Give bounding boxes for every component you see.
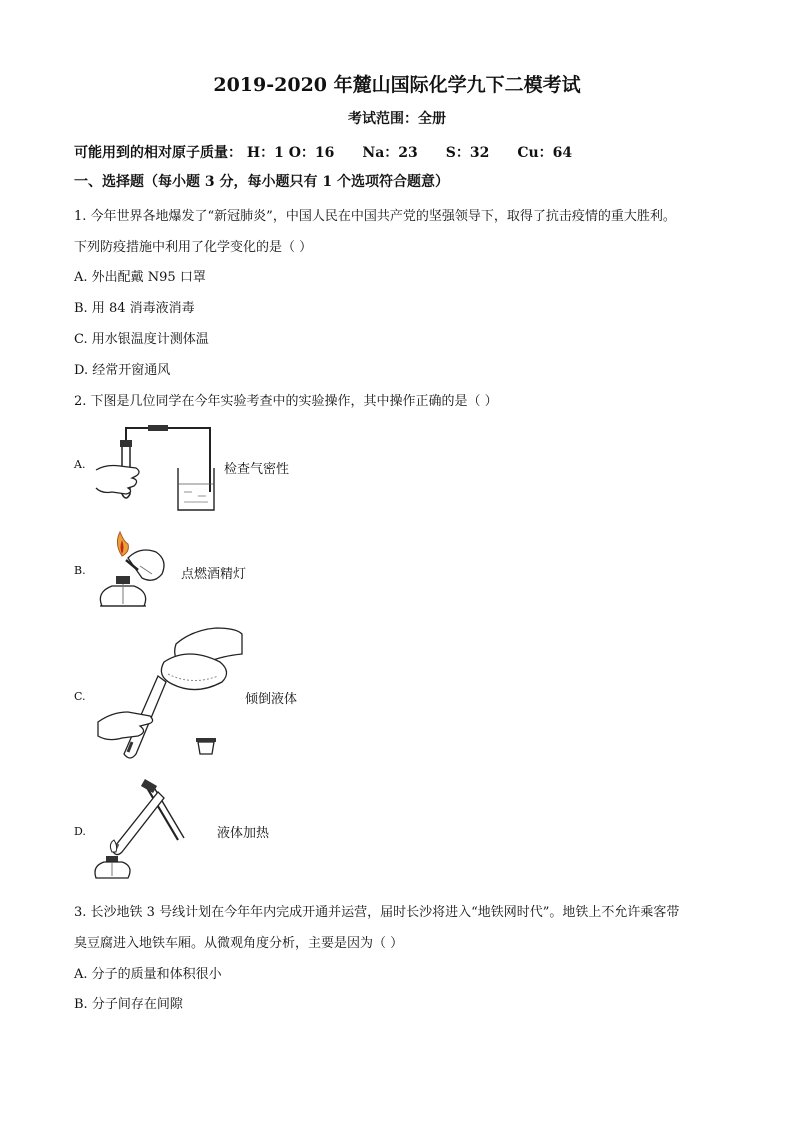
heating-liquid-illustration [92, 778, 192, 882]
section-heading: 一、选择题（每小题 3 分，每小题只有 1 个选项符合题意） [74, 174, 449, 190]
page-title: 2019-2020 年麓山国际化学九下二模考试 [213, 74, 581, 96]
q2-option-d-letter: D. [74, 825, 86, 838]
q2-option-b-label: 点燃酒精灯 [181, 567, 247, 582]
q2-stem: 2. 下图是几位同学在今年实验考查中的实验操作，其中操作正确的是（ ） [74, 394, 498, 409]
airtightness-check-illustration [92, 422, 222, 514]
q1-option-a: A. 外出配戴 N95 口罩 [74, 270, 206, 285]
q2-option-c-letter: C. [74, 690, 86, 703]
q3-option-a: A. 分子的质量和体积很小 [74, 967, 222, 982]
pouring-liquid-illustration [92, 624, 252, 764]
atomic-mass-line: 可能用到的相对原子质量： H：1 O：16 Na：23 S：32 Cu：64 [74, 145, 573, 161]
exam-range: 考试范围：全册 [348, 111, 446, 127]
q2-option-a-letter: A. [74, 458, 86, 471]
q3-option-b: B. 分子间存在间隙 [74, 997, 183, 1012]
q2-option-b-letter: B. [74, 564, 86, 577]
q2-option-d-label: 液体加热 [217, 826, 270, 841]
q1-stem-line1: 1. 今年世界各地爆发了“新冠肺炎”，中国人民在中国共产党的坚强领导下，取得了抗击疫情的重大胜利。 [74, 209, 676, 224]
q1-stem-line2: 下列防疫措施中利用了化学变化的是（ ） [74, 240, 313, 255]
q1-option-d: D. 经常开窗通风 [74, 363, 171, 378]
q3-stem-line1: 3. 长沙地铁 3 号线计划在今年年内完成开通并运营，届时长沙将进入“地铁网时代”。地铁上不允许乘客带 [74, 905, 680, 920]
q2-option-a-label: 检查气密性 [224, 462, 290, 477]
q1-option-b: B. 用 84 消毒液消毒 [74, 301, 195, 316]
q2-option-c-label: 倾倒液体 [245, 692, 298, 707]
q1-option-c: C. 用水银温度计测体温 [74, 332, 209, 347]
lighting-alcohol-lamp-illustration [92, 526, 180, 618]
q3-stem-line2: 臭豆腐进入地铁车厢。从微观角度分析，主要是因为（ ） [74, 936, 404, 951]
